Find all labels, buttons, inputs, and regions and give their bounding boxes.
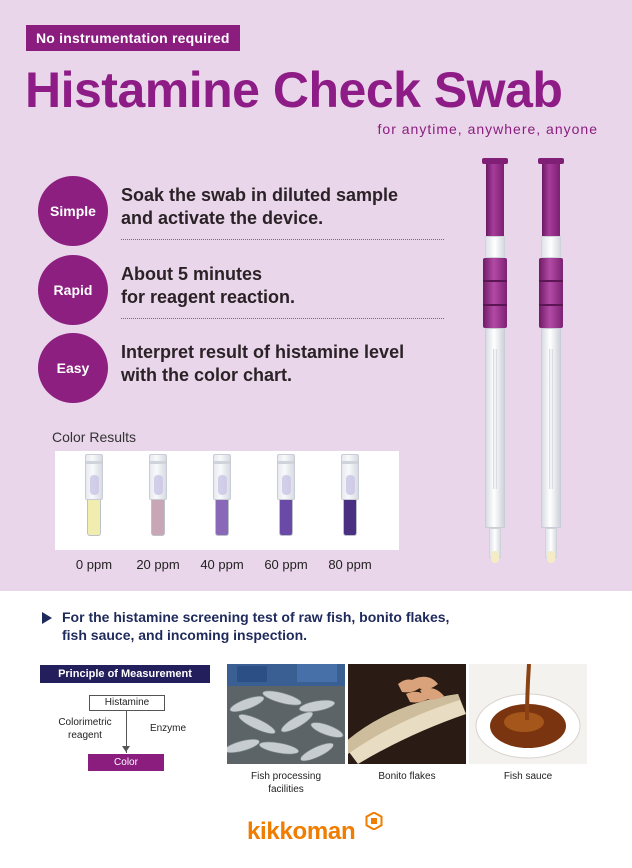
bonito-flakes-caption: Bonito flakes: [378, 771, 436, 782]
color-tube-1: [149, 454, 167, 539]
ppm-label: 80 ppm: [328, 557, 372, 572]
principle-histamine: Histamine: [89, 695, 165, 711]
caption-line1: Fish processing: [250, 771, 322, 782]
ppm-label: 20 ppm: [136, 557, 180, 572]
feature-rapid: [38, 255, 444, 327]
color-tube-3: [277, 454, 295, 539]
ppm-label: 60 ppm: [264, 557, 308, 572]
screening-statement: [62, 608, 449, 644]
ppm-label: 40 ppm: [200, 557, 244, 572]
fish-processing-photo: [227, 664, 345, 764]
principle-heading: Principle of Measurement: [40, 665, 210, 683]
feature-simple-circle: Simple: [38, 176, 108, 246]
feature-easy-text: [121, 341, 404, 387]
principle-reagent-line2: reagent: [68, 730, 102, 741]
swab-device-image: [533, 158, 569, 573]
fish-sauce-photo: [469, 664, 587, 764]
screening-line2: fish sauce, and incoming inspection.: [62, 627, 308, 643]
page-title: Histamine Check Swab: [25, 62, 563, 118]
principle-enzyme: Enzyme: [149, 723, 187, 734]
kikkoman-hexagon-icon: [365, 812, 383, 830]
bonito-flakes-photo: [348, 664, 466, 764]
color-tube-4: [341, 454, 359, 539]
principle-reagent-line1: Colorimetric: [58, 717, 112, 728]
feature-simple-line2: and activate the device.: [121, 208, 324, 228]
feature-rapid-line2: for reagent reaction.: [121, 287, 296, 307]
fish-processing-caption: [227, 770, 345, 796]
color-tube-2: [213, 454, 231, 539]
feature-rapid-text: [121, 263, 295, 309]
feature-simple-line1: Soak the swab in diluted sample: [121, 185, 399, 205]
principle-reagent: [50, 716, 120, 742]
feature-simple-text: [121, 184, 398, 230]
color-results-label: Color Results: [52, 429, 137, 445]
screening-line1: For the histamine screening test of raw fish, bonito flakes,: [62, 609, 450, 625]
feature-easy-circle: Easy: [38, 333, 108, 403]
no-instrumentation-badge: No instrumentation required: [26, 25, 240, 51]
feature-rapid-line1: About 5 minutes: [121, 264, 263, 284]
feature-simple: [38, 176, 444, 248]
swab-device-image: [477, 158, 513, 573]
feature-easy-line1: Interpret result of histamine level: [121, 342, 405, 362]
feature-rapid-circle: Rapid: [38, 255, 108, 325]
caption-line2: facilities: [268, 784, 304, 795]
ppm-label: 0 ppm: [75, 557, 113, 572]
tagline: for anytime, anywhere, anyone: [377, 121, 598, 137]
dotted-divider: [121, 239, 444, 240]
principle-color: Color: [88, 754, 164, 771]
play-arrow-icon: [42, 612, 52, 624]
fish-sauce-caption: Fish sauce: [503, 771, 553, 782]
color-chart: [55, 451, 399, 550]
kikkoman-logo: kikkoman: [247, 818, 356, 845]
color-tube-0: [85, 454, 103, 539]
feature-easy: [38, 333, 444, 405]
arrow-down-icon: [122, 746, 130, 752]
dotted-divider: [121, 318, 444, 319]
feature-easy-line2: with the color chart.: [121, 365, 293, 385]
